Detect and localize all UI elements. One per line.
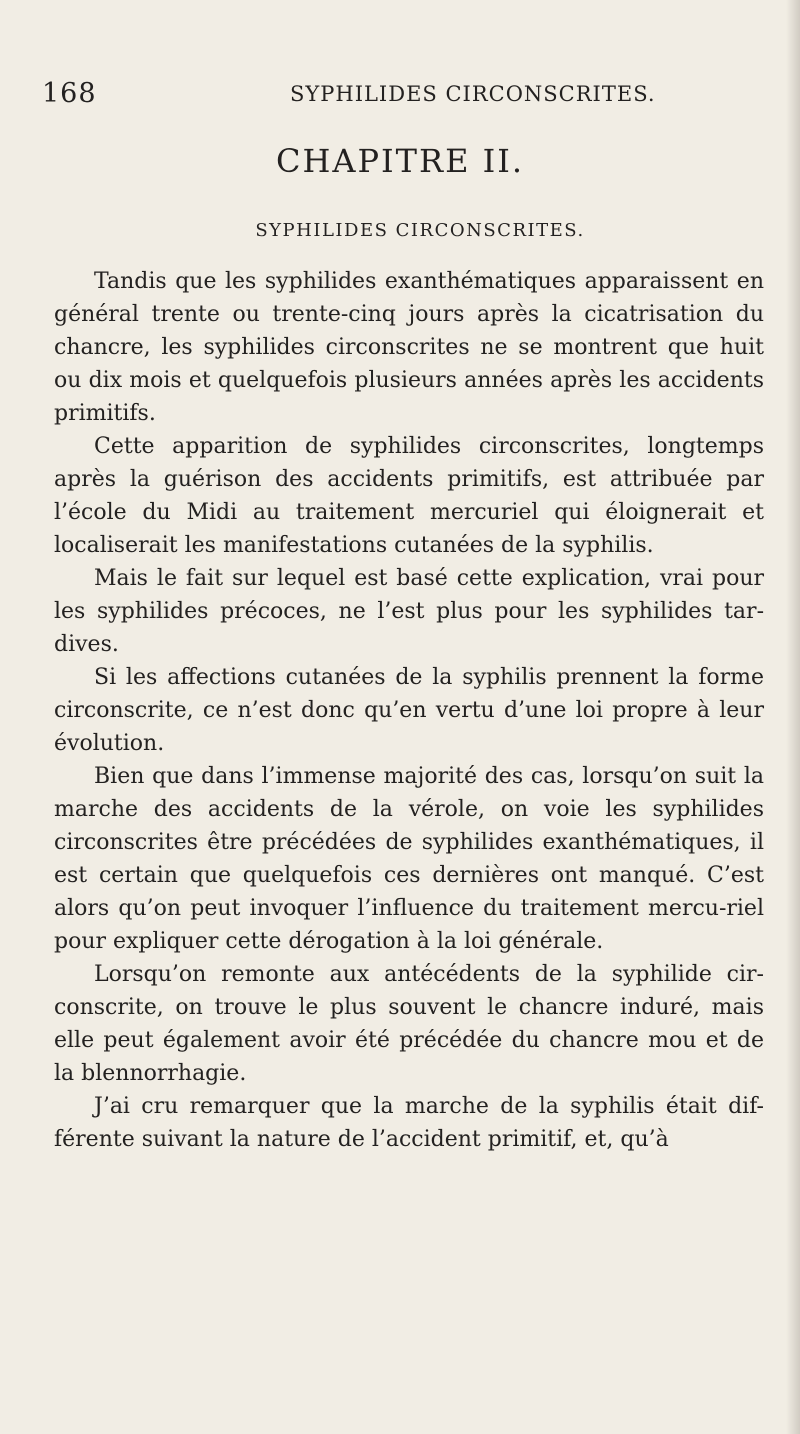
paragraph: Si les affections cutanées de la syphilis prennent la forme circonscrite, ce n’est donc qu’en vertu d’une loi propre à leur évolution.	[54, 665, 764, 756]
paragraph: Tandis que les syphilides exanthématiques apparaissent en général trente ou trente-cinq jours après la cicatrisation du chancre, les syphilides circonscrites ne se montrent que huit ou dix mois et quelquefois plusieurs années après les accidents primitifs.	[54, 269, 764, 426]
running-head: SYPHILIDES CIRCONSCRITES.	[290, 82, 656, 106]
paragraph: J’ai cru remarquer que la marche de la syphilis était dif-férente suivant la nature de l’accident primitif, et, qu’à	[54, 1094, 764, 1152]
page-edge-shadow	[786, 0, 800, 1434]
paragraph: Mais le fait sur lequel est basé cette explication, vrai pour les syphilides précoces, ne l’est plus pour les syphilides tar-dives.	[54, 566, 764, 657]
paragraph: Lorsqu’on remonte aux antécédents de la syphilide cir-conscrite, on trouve le plus souvent le chancre induré, mais elle peut également avoir été précédée du chancre mou et de la blennorrhagie.	[54, 962, 764, 1086]
paragraph: Cette apparition de syphilides circonscrites, longtemps après la guérison des accidents primitifs, est attribuée par l’école du Midi au traitement mercuriel qui éloignerait et localiserait les manifestations cutanées de la syphilis.	[54, 434, 764, 558]
chapter-title: CHAPITRE II.	[275, 142, 525, 180]
page-number: 168	[42, 78, 97, 109]
chapter-subtitle: SYPHILIDES CIRCONSCRITES.	[255, 220, 585, 241]
paragraph: Bien que dans l’immense majorité des cas, lorsqu’on suit la marche des accidents de la vérole, on voie les syphilides circonscrites être précédées de syphilides exanthématiques, il est certain que quelquefois ces dernières ont manqué. C’est alors qu’on peut invoquer l’influence du traitement mercu-riel pour expliquer cette dérogation à la loi générale.	[54, 764, 764, 954]
body-text	[54, 265, 764, 1156]
